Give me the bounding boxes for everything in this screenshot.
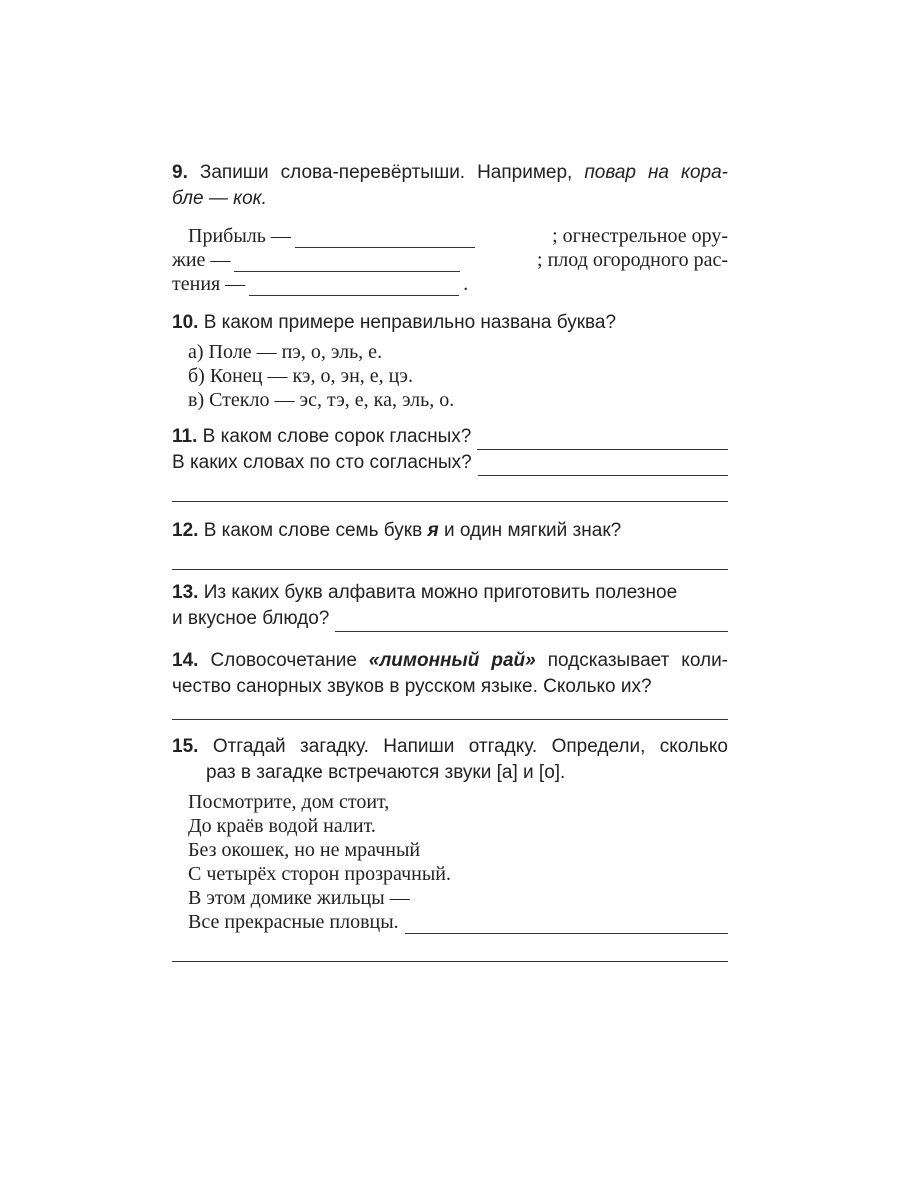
task-text: раз в загадке встречаются звуки [а] и [о]. <box>206 762 566 783</box>
answer-row-1 <box>172 224 728 248</box>
task-14 <box>172 648 728 700</box>
answer-line[interactable] <box>172 568 728 570</box>
answer-label: . <box>463 273 469 295</box>
answer-label: тения — <box>172 273 246 295</box>
answer-blank-3[interactable] <box>249 277 459 296</box>
task-number: 14. <box>172 650 199 671</box>
answer-line[interactable] <box>172 500 728 502</box>
answer-line[interactable] <box>172 960 728 962</box>
task-text: и вкусное блюдо? <box>172 608 330 629</box>
answer-label: ; плод огородного рас- <box>537 249 728 271</box>
task-10-options <box>172 340 728 412</box>
answer-line[interactable] <box>172 718 728 720</box>
task-9 <box>172 160 728 212</box>
task-text: подсказывает коли- <box>547 650 729 671</box>
task-number: 15. <box>172 736 199 757</box>
poem-line: Все прекрасные пловцы. <box>188 911 399 933</box>
answer-label: жие — <box>172 249 231 271</box>
task-phrase: «лимонный рай» <box>368 650 536 671</box>
option-c[interactable]: в) Стекло — эс, тэ, е, ка, эль, о. <box>188 389 455 411</box>
answer-label: Прибыль — <box>188 225 291 247</box>
answer-blank[interactable] <box>405 915 728 934</box>
task-12 <box>172 518 728 544</box>
task-text: чество санорных звуков в русском языке. Сколько их? <box>172 676 652 697</box>
task-13-line-2 <box>172 606 728 632</box>
task-15 <box>172 734 728 786</box>
task-text: и один мягкий знак? <box>443 520 622 541</box>
answer-row-2 <box>172 248 728 272</box>
task-9-line-1 <box>172 160 728 186</box>
task-text: Отгадай загадку. Напиши отгадку. Определи, сколько <box>212 736 728 757</box>
answer-blank-2[interactable] <box>234 253 460 272</box>
task-text: Запиши слова-перевёртыши. Например, <box>199 162 573 183</box>
task-text: В каком слове сорок гласных? <box>202 426 472 447</box>
task-13-line-1 <box>172 580 728 606</box>
task-text: В каком примере неправильно названа буква? <box>203 312 617 333</box>
task-10 <box>172 310 728 336</box>
answer-blank-1[interactable] <box>295 229 475 248</box>
task-number: 11. <box>172 426 198 447</box>
answer-blank[interactable] <box>478 457 728 476</box>
task-text: В каком слове семь букв <box>203 520 423 541</box>
task-number: 10. <box>172 312 199 333</box>
poem-line: Посмотрите, дом стоит, <box>188 791 390 813</box>
task-11-line-1 <box>172 424 728 450</box>
task-letter: я <box>427 520 439 541</box>
task-9-answers <box>172 224 728 296</box>
task-text: Из каких букв алфавита можно приготовить полезное <box>203 582 678 603</box>
task-15-line-1 <box>172 734 728 760</box>
poem-line: Без окошек, но не мрачный <box>188 839 421 861</box>
poem-line: До краёв водой налит. <box>188 815 376 837</box>
task-text: Словосочетание <box>210 650 357 671</box>
task-example-cont: бле — кок. <box>172 188 267 209</box>
riddle-poem <box>172 790 728 934</box>
poem-last-row <box>188 910 728 934</box>
poem-line: С четырёх сторон прозрачный. <box>188 863 451 885</box>
option-a[interactable]: а) Поле — пэ, о, эль, е. <box>188 341 383 363</box>
task-number: 9. <box>172 162 188 183</box>
task-number: 12. <box>172 520 199 541</box>
task-14-line-1 <box>172 648 728 674</box>
option-b[interactable]: б) Конец — кэ, о, эн, е, цэ. <box>188 365 413 387</box>
answer-row-3 <box>172 272 728 296</box>
poem-line: В этом домике жильцы — <box>188 887 410 909</box>
answer-blank[interactable] <box>477 431 728 450</box>
task-11 <box>172 424 728 476</box>
answer-blank[interactable] <box>335 613 728 632</box>
task-11-line-2 <box>172 450 728 476</box>
task-number: 13. <box>172 582 199 603</box>
task-13 <box>172 580 728 632</box>
task-text: В каких словах по сто согласных? <box>172 452 472 473</box>
task-example: повар на кора- <box>584 162 728 183</box>
answer-label: ; огнестрельное ору- <box>552 225 728 247</box>
